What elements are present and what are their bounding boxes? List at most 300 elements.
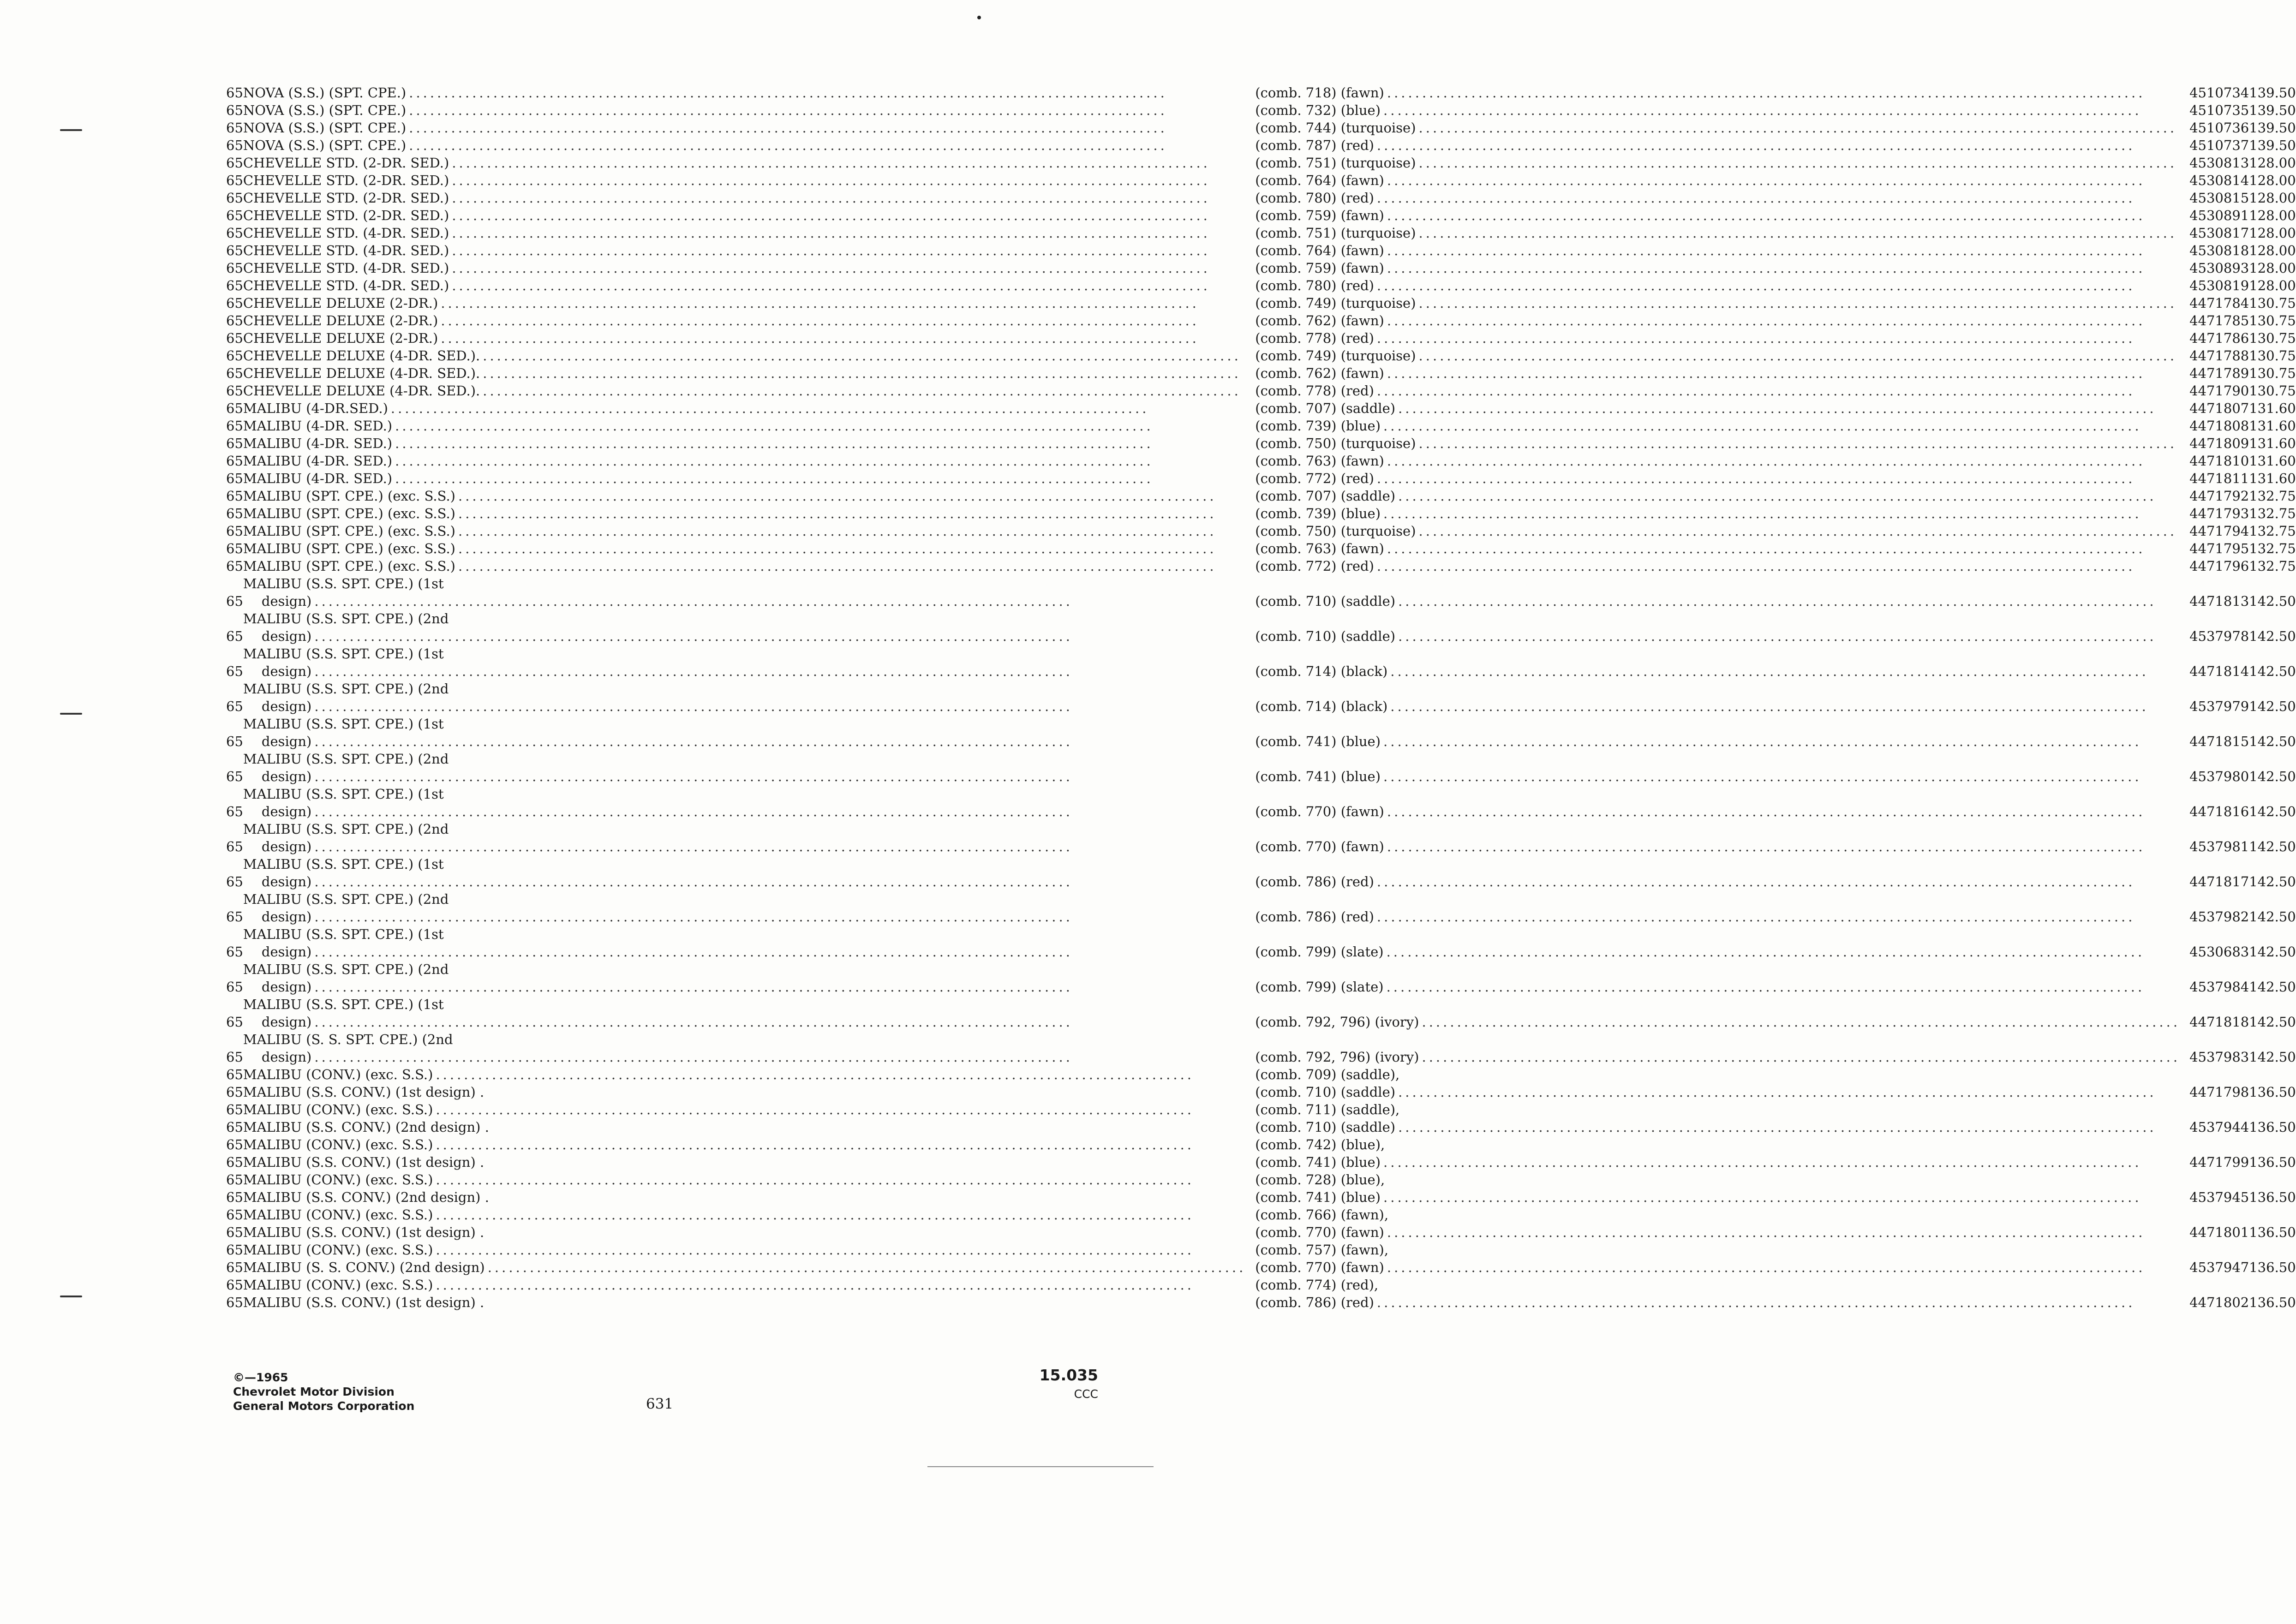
quantity-cell: 1	[2249, 1014, 2258, 1030]
part-number-cell: 4471784	[2189, 295, 2249, 311]
quantity-cell: 1	[2249, 383, 2258, 399]
dot-leader	[409, 119, 1246, 137]
price-cell: 28.00	[2257, 208, 2296, 223]
table-row	[226, 137, 2296, 154]
combination-cell-text: (comb. 739) (blue)	[1255, 418, 1381, 434]
model-cell	[243, 154, 1255, 172]
model-text: MALIBU (CONV.) (exc. S.S.)	[243, 1242, 433, 1258]
year-cell: 65	[226, 663, 243, 679]
year-cell: 65	[226, 400, 243, 416]
model-line: MALIBU (S.S. SPT. CPE.) (2nd	[243, 611, 449, 627]
combination-cell	[1255, 452, 2189, 470]
combination-cell-text: (comb. 787) (red)	[1255, 137, 1374, 153]
dot-leader	[441, 329, 1246, 347]
part-number-cell: 4537945	[2189, 1189, 2249, 1205]
model-cell	[243, 102, 1255, 119]
part-number-cell: 4530814	[2189, 173, 2249, 188]
year-cell: 65	[226, 523, 243, 539]
model-text: MALIBU (S.S. CONV.) (1st design) .	[243, 1295, 484, 1310]
combination-cell: (comb. 757) (fawn),	[1255, 1242, 1389, 1258]
dot-leader	[395, 417, 1246, 435]
part-number-cell: 4471799	[2189, 1154, 2249, 1170]
combination-cell	[1255, 1259, 2189, 1276]
quantity-cell: 1	[2249, 137, 2258, 153]
price-cell: 32.75	[2257, 506, 2296, 521]
model-cell	[243, 119, 1255, 137]
quantity-cell: 1	[2249, 1154, 2258, 1170]
model-cell	[243, 610, 1255, 645]
quantity-cell: 1	[2249, 909, 2258, 925]
model-text: MALIBU (4-DR. SED.)	[243, 436, 393, 451]
combination-cell-text: (comb. 751) (turquoise)	[1255, 225, 1416, 241]
year-cell: 65	[226, 628, 243, 644]
table-row	[226, 417, 2296, 435]
dot-leader	[452, 259, 1246, 277]
quantity-cell: 1	[2249, 1224, 2258, 1240]
combination-cell-text: (comb. 750) (turquoise)	[1255, 523, 1416, 539]
combination-cell-text: (comb. 792, 796) (ivory)	[1255, 1014, 1419, 1030]
model-cell	[243, 1118, 1255, 1136]
model-continuation	[243, 698, 1246, 715]
dot-leader	[395, 435, 1246, 452]
combination-cell	[1255, 925, 2189, 961]
part-number-cell: 4471793	[2189, 506, 2249, 521]
combination-cell	[1255, 750, 2189, 785]
year-cell: 65	[226, 734, 243, 749]
model-cell	[243, 715, 1255, 750]
table-row	[226, 119, 2296, 137]
model-text: MALIBU (SPT. CPE.) (exc. S.S.)	[243, 523, 455, 539]
dot-leader	[452, 277, 1246, 294]
model-cell	[243, 996, 1255, 1031]
part-number-cell: 4537984	[2189, 979, 2249, 995]
combination-cell	[1255, 890, 2189, 925]
table-row	[226, 996, 2296, 1031]
model-text: MALIBU (S.S. CONV.) (1st design) .	[243, 1154, 484, 1170]
quantity-cell: 1	[2249, 699, 2258, 714]
year-cell: 65	[226, 102, 243, 118]
table-row	[226, 207, 2296, 224]
model-continuation-text: design)	[261, 1014, 312, 1030]
model-line: MALIBU (S.S. SPT. CPE.) (1st	[243, 576, 444, 591]
quantity-cell: 1	[2249, 295, 2258, 311]
model-continuation	[243, 908, 1246, 925]
combination-cell-text: (comb. 707) (saddle)	[1255, 488, 1396, 504]
model-cell	[243, 470, 1255, 487]
dot-leader	[1387, 242, 2180, 259]
quantity-cell: 1	[2249, 190, 2258, 206]
price-cell: 30.75	[2257, 295, 2296, 311]
table-row	[226, 400, 2296, 417]
dot-leader	[1377, 189, 2180, 207]
price-cell: 31.60	[2257, 453, 2296, 469]
quantity-cell: 1	[2249, 769, 2258, 784]
model-text: MALIBU (SPT. CPE.) (exc. S.S.)	[243, 506, 455, 521]
combination-cell-text: (comb. 778) (red)	[1255, 383, 1374, 399]
dot-leader	[1398, 1118, 2180, 1136]
table-row	[226, 294, 2296, 312]
table-row	[226, 1188, 2296, 1206]
dot-leader	[1419, 224, 2181, 242]
model-text: MALIBU (S.S. CONV.) (2nd design) .	[243, 1119, 489, 1135]
price-cell: 28.00	[2257, 225, 2296, 241]
model-line: MALIBU (S. S. SPT. CPE.) (2nd	[243, 1032, 453, 1047]
quantity-cell: 1	[2249, 278, 2258, 293]
dot-leader	[314, 803, 1246, 820]
model-line: MALIBU (S.S. SPT. CPE.) (2nd	[243, 891, 449, 907]
model-cell	[243, 417, 1255, 435]
price-cell: 30.75	[2257, 365, 2296, 381]
part-number-cell	[2189, 1241, 2249, 1259]
dot-leader	[1419, 522, 2181, 540]
combination-cell-text: (comb. 778) (red)	[1255, 330, 1374, 346]
dot-leader	[1398, 487, 2180, 505]
dot-leader	[488, 1259, 1246, 1276]
table-row	[226, 820, 2296, 855]
price-cell: 42.50	[2257, 944, 2296, 960]
model-cell	[243, 1224, 1255, 1241]
quantity-cell: 1	[2249, 208, 2258, 223]
model-text: MALIBU (CONV.) (exc. S.S.)	[243, 1067, 433, 1082]
part-number-cell	[2189, 1066, 2249, 1083]
quantity-cell: 1	[2249, 225, 2258, 241]
division-name: Chevrolet Motor Division	[233, 1385, 395, 1398]
quantity-cell: 1	[2249, 85, 2258, 101]
model-cell	[243, 400, 1255, 417]
quantity-cell: 1	[2249, 979, 2258, 995]
table-row	[226, 224, 2296, 242]
dot-leader	[314, 768, 1246, 785]
combination-cell-text: (comb. 780) (red)	[1255, 190, 1374, 206]
table-row	[226, 1101, 2296, 1118]
dot-leader	[1390, 698, 2180, 715]
part-number-cell: 4530813	[2189, 155, 2249, 171]
dot-leader	[409, 84, 1246, 102]
dot-leader	[483, 364, 1246, 382]
year-cell: 65	[226, 1049, 243, 1065]
model-cell	[243, 172, 1255, 189]
dot-leader	[1419, 294, 2181, 312]
year-cell: 65	[226, 874, 243, 890]
dot-leader	[452, 224, 1246, 242]
price-cell: 28.00	[2257, 173, 2296, 188]
combination-cell	[1255, 277, 2189, 294]
year-cell: 65	[226, 436, 243, 451]
model-cell	[243, 382, 1255, 400]
table-row	[226, 259, 2296, 277]
table-row	[226, 855, 2296, 890]
price-cell: 30.75	[2257, 383, 2296, 399]
model-cell	[243, 785, 1255, 820]
model-continuation-text: design)	[261, 804, 312, 819]
dot-leader	[314, 943, 1246, 961]
dot-leader	[441, 312, 1246, 329]
dot-leader	[483, 382, 1246, 400]
combination-cell-text: (comb. 707) (saddle)	[1255, 400, 1396, 416]
dot-leader	[314, 908, 1246, 925]
combination-cell-text: (comb. 763) (fawn)	[1255, 541, 1384, 556]
dot-leader	[1387, 452, 2180, 470]
model-text: CHEVELLE DELUXE (4-DR. SED.).	[243, 348, 480, 364]
model-text: NOVA (S.S.) (SPT. CPE.)	[243, 120, 407, 136]
dot-leader	[314, 698, 1246, 715]
table-row	[226, 382, 2296, 400]
part-number-cell	[2189, 1171, 2249, 1188]
price-cell: 39.50	[2257, 85, 2296, 101]
dot-leader	[1419, 347, 2181, 364]
combination-cell-text: (comb. 799) (slate)	[1255, 944, 1384, 960]
quantity-cell	[2249, 1101, 2257, 1118]
quantity-cell: 1	[2249, 1049, 2258, 1065]
dot-leader	[436, 1066, 1246, 1083]
price-cell: 36.50	[2257, 1189, 2296, 1205]
combination-cell-text: (comb. 770) (fawn)	[1255, 1260, 1384, 1275]
model-cell	[243, 540, 1255, 557]
year-cell: 65	[226, 313, 243, 328]
model-text: NOVA (S.S.) (SPT. CPE.)	[243, 102, 407, 118]
part-number-cell: 4471810	[2189, 453, 2249, 469]
combination-cell	[1255, 172, 2189, 189]
dot-leader	[452, 172, 1246, 189]
parts-table	[226, 84, 2296, 1311]
section-code: CCC	[1074, 1387, 1098, 1401]
combination-cell	[1255, 522, 2189, 540]
model-cell	[243, 435, 1255, 452]
model-cell	[243, 820, 1255, 855]
combination-cell: (comb. 709) (saddle),	[1255, 1067, 1400, 1082]
year-cell: 65	[226, 120, 243, 136]
model-continuation	[243, 978, 1246, 996]
combination-cell-text: (comb. 710) (saddle)	[1255, 593, 1396, 609]
model-text: MALIBU (SPT. CPE.) (exc. S.S.)	[243, 488, 455, 504]
table-row	[226, 1224, 2296, 1241]
dot-leader	[1383, 1188, 2180, 1206]
model-continuation-text: design)	[261, 909, 312, 925]
dot-leader	[436, 1206, 1246, 1224]
model-cell	[243, 294, 1255, 312]
year-cell: 65	[226, 1260, 243, 1275]
model-cell	[243, 680, 1255, 715]
combination-cell	[1255, 1153, 2189, 1171]
model-continuation-text: design)	[261, 979, 312, 995]
dot-leader	[1387, 540, 2180, 557]
model-text: MALIBU (CONV.) (exc. S.S.)	[243, 1137, 433, 1152]
part-number-cell: 4537979	[2189, 699, 2249, 714]
dot-leader	[1387, 84, 2180, 102]
part-number-cell: 4471788	[2189, 348, 2249, 364]
model-text: MALIBU (CONV.) (exc. S.S.)	[243, 1172, 433, 1188]
year-cell: 65	[226, 1277, 243, 1293]
combination-cell-text: (comb. 744) (turquoise)	[1255, 120, 1416, 136]
dot-leader	[1398, 627, 2180, 645]
year-cell: 65	[226, 278, 243, 293]
combination-cell	[1255, 119, 2189, 137]
price-cell	[2258, 1066, 2296, 1083]
year-cell: 65	[226, 839, 243, 854]
part-number-cell: 4471786	[2189, 330, 2249, 346]
year-cell: 65	[226, 1172, 243, 1188]
model-cell	[243, 1031, 1255, 1066]
price-cell: 32.75	[2257, 488, 2296, 504]
price-cell	[2258, 1136, 2296, 1153]
model-text: MALIBU (S.S. CONV.) (1st design) .	[243, 1084, 484, 1100]
combination-cell	[1255, 540, 2189, 557]
price-cell: 42.50	[2257, 839, 2296, 854]
model-text: CHEVELLE STD. (2-DR. SED.)	[243, 173, 449, 188]
model-cell	[243, 329, 1255, 347]
combination-cell	[1255, 400, 2189, 417]
year-cell: 65	[226, 85, 243, 101]
model-line: MALIBU (S.S. SPT. CPE.) (2nd	[243, 821, 449, 837]
dot-leader	[1383, 1153, 2180, 1171]
quantity-cell: 1	[2249, 348, 2258, 364]
dot-leader	[1383, 102, 2180, 119]
combination-cell-text: (comb. 749) (turquoise)	[1255, 295, 1416, 311]
model-text: MALIBU (4-DR. SED.)	[243, 471, 393, 486]
table-row	[226, 1259, 2296, 1276]
combination-cell	[1255, 680, 2189, 715]
combination-cell-text: (comb. 749) (turquoise)	[1255, 348, 1416, 364]
part-number-cell: 4471814	[2189, 663, 2249, 679]
model-cell	[243, 224, 1255, 242]
model-text: MALIBU (SPT. CPE.) (exc. S.S.)	[243, 541, 455, 556]
model-continuation-text: design)	[261, 663, 312, 679]
table-row	[226, 312, 2296, 329]
dot-leader	[1387, 207, 2180, 224]
dot-leader	[1398, 1083, 2180, 1101]
dot-leader	[452, 207, 1246, 224]
dot-leader	[441, 294, 1246, 312]
combination-cell	[1255, 1031, 2189, 1066]
quantity-cell: 1	[2249, 120, 2258, 136]
table-row	[226, 1294, 2296, 1311]
combination-cell	[1255, 294, 2189, 312]
model-cell	[243, 1171, 1255, 1188]
model-text: CHEVELLE STD. (4-DR. SED.)	[243, 278, 449, 293]
combination-cell	[1255, 1294, 2189, 1311]
combination-cell-text: (comb. 741) (blue)	[1255, 734, 1381, 749]
part-number-cell	[2189, 1136, 2249, 1153]
quantity-cell: 1	[2249, 839, 2258, 854]
combination-cell	[1255, 610, 2189, 645]
price-cell: 39.50	[2257, 102, 2296, 118]
table-row	[226, 435, 2296, 452]
model-text: MALIBU (S.S. CONV.) (2nd design) .	[243, 1189, 489, 1205]
model-cell	[243, 1188, 1255, 1206]
model-cell	[243, 925, 1255, 961]
price-cell: 42.50	[2257, 1049, 2296, 1065]
dot-leader	[1387, 172, 2180, 189]
model-continuation-text: design)	[261, 944, 312, 960]
quantity-cell: 1	[2249, 1260, 2258, 1275]
dot-leader	[314, 663, 1246, 680]
table-row	[226, 1171, 2296, 1188]
combination-cell	[1255, 961, 2189, 996]
model-continuation	[243, 733, 1246, 750]
combination-cell	[1255, 557, 2189, 575]
table-row	[226, 102, 2296, 119]
part-number-cell: 4530893	[2189, 260, 2249, 276]
dot-leader	[452, 189, 1246, 207]
combination-cell	[1255, 312, 2189, 329]
year-cell: 65	[226, 1154, 243, 1170]
year-cell: 65	[226, 1242, 243, 1258]
combination-cell-text: (comb. 741) (blue)	[1255, 1154, 1381, 1170]
combination-cell	[1255, 417, 2189, 435]
quantity-cell: 1	[2249, 102, 2258, 118]
part-number-cell: 4471809	[2189, 436, 2249, 451]
price-cell: 36.50	[2257, 1154, 2296, 1170]
dot-leader	[436, 1171, 1246, 1188]
dot-leader	[1387, 312, 2180, 329]
combination-cell-text: (comb. 770) (fawn)	[1255, 1224, 1384, 1240]
combination-cell	[1255, 996, 2189, 1031]
combination-cell	[1255, 435, 2189, 452]
model-continuation-text: design)	[261, 839, 312, 854]
part-number-cell: 4471818	[2189, 1014, 2249, 1030]
model-line: MALIBU (S.S. SPT. CPE.) (1st	[243, 856, 444, 872]
model-cell	[243, 645, 1255, 680]
table-row	[226, 1276, 2296, 1294]
combination-cell-text: (comb. 780) (red)	[1255, 278, 1374, 293]
part-number-cell: 4530817	[2189, 225, 2249, 241]
table-row	[226, 785, 2296, 820]
price-cell: 42.50	[2257, 909, 2296, 925]
dot-leader	[1422, 1048, 2180, 1066]
combination-cell-text: (comb. 770) (fawn)	[1255, 839, 1384, 854]
price-cell: 32.75	[2257, 558, 2296, 574]
combination-cell-text: (comb. 718) (fawn)	[1255, 85, 1384, 101]
dot-leader	[436, 1101, 1246, 1118]
price-cell: 36.50	[2257, 1260, 2296, 1275]
model-text: CHEVELLE DELUXE (2-DR.)	[243, 295, 438, 311]
price-cell: 36.50	[2257, 1084, 2296, 1100]
dot-leader	[483, 347, 1246, 364]
table-row	[226, 487, 2296, 505]
part-number-cell: 4471801	[2189, 1224, 2249, 1240]
page-number: 631	[646, 1396, 674, 1412]
dot-leader	[452, 242, 1246, 259]
price-cell: 28.00	[2257, 260, 2296, 276]
model-cell	[243, 890, 1255, 925]
model-cell	[243, 1294, 1255, 1311]
dot-leader	[458, 540, 1246, 557]
combination-cell	[1255, 505, 2189, 522]
year-cell: 65	[226, 295, 243, 311]
part-number-cell: 4471802	[2189, 1295, 2249, 1310]
year-cell: 65	[226, 365, 243, 381]
combination-cell-text: (comb. 714) (black)	[1255, 699, 1388, 714]
combination-cell	[1255, 470, 2189, 487]
quantity-cell: 1	[2249, 663, 2258, 679]
combination-cell-text: (comb. 710) (saddle)	[1255, 1119, 1396, 1135]
year-cell: 65	[226, 471, 243, 486]
model-text: NOVA (S.S.) (SPT. CPE.)	[243, 85, 407, 101]
combination-cell	[1255, 364, 2189, 382]
combination-cell-text: (comb. 772) (red)	[1255, 471, 1374, 486]
dot-leader	[458, 557, 1246, 575]
combination-cell-text: (comb. 792, 796) (ivory)	[1255, 1049, 1419, 1065]
combination-cell-text: (comb. 799) (slate)	[1255, 979, 1384, 995]
combination-cell: (comb. 728) (blue),	[1255, 1172, 1385, 1188]
part-number-cell: 4471795	[2189, 541, 2249, 556]
combination-cell-text: (comb. 786) (red)	[1255, 874, 1374, 890]
part-number-cell: 4537983	[2189, 1049, 2249, 1065]
part-number-cell	[2189, 1276, 2249, 1294]
price-cell	[2258, 1241, 2296, 1259]
dot-leader	[1377, 873, 2180, 890]
model-continuation-text: design)	[261, 769, 312, 784]
